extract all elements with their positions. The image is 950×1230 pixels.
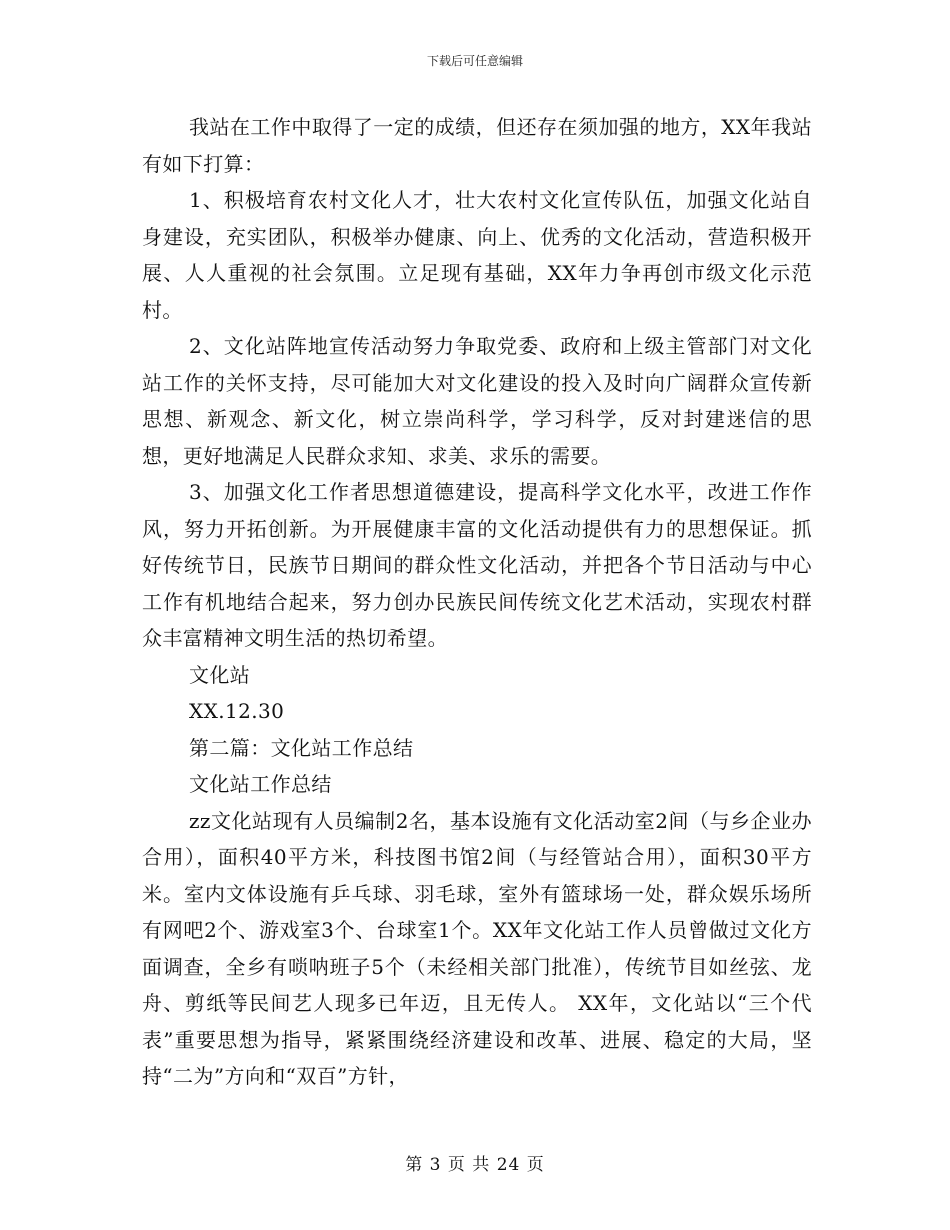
paragraph-summary: zz文化站现有人员编制2名，基本设施有文化活动室2间（与乡企业办合用），面积40平方米，科技图书馆2间（与经管站合用），面积30平方米。室内文体设施有乒乓球、羽毛球，室外有篮球场一处，群众娱乐场所有网吧2个、游戏室3个、台球室1个。XX年文化站工作人员曾做过文化方面调查，全乡有唢呐班子5个（未经相关部门批准），传统节目如丝弦、龙舟、剪纸等民间艺人现多已年迈，且无传人。 XX年，文化站以“三个代表”重要思想为指导，紧紧围绕经济建设和改革、进展、稳定的大局，坚持“二为”方向和“双百”方针， — [142, 808, 812, 1088]
section-title: 文化站工作总结 — [189, 772, 332, 796]
signature-organization: 文化站 — [189, 662, 251, 687]
paragraph-plan-1: 1、积极培育农村文化人才，壮大农村文化宣传队伍，加强文化站自身建设，充实团队，积极举办健康、向上、优秀的文化活动，营造积极开展、人人重视的社会氛围。立足现有基础，XX年力争再创市级文化示范村。 — [142, 188, 812, 322]
document-body — [142, 109, 812, 1095]
section-heading: 第二篇：文化站工作总结 — [189, 735, 414, 760]
page-footer: 第 3 页 共 24 页 — [405, 1155, 545, 1175]
paragraph-plan-3: 3、加强文化工作者思想道德建设，提高科学文化水平，改进工作作风，努力开拓创新。为开展健康丰富的文化活动提供有力的思想保证。抓好传统节日，民族节日期间的群众性文化活动，并把各个节日活动与中心工作有机地结合起来，努力创办民族民间传统文化艺术活动，实现农村群众丰富精神文明生活的热切希望。 — [142, 480, 812, 650]
paragraph-plan-2: 2、文化站阵地宣传活动努力争取党委、政府和上级主管部门对文化站工作的关怀支持，尽可能加大对文化建设的投入及时向广阔群众宣传新思想、新观念、新文化，树立崇尚科学，学习科学，反对封建迷信的思想，更好地满足人民群众求知、求美、求乐的需要。 — [142, 334, 812, 468]
page-header: 下载后可任意编辑 — [426, 54, 523, 68]
signature-date: XX.12.30 — [189, 699, 285, 723]
paragraph-plan-intro: 我站在工作中取得了一定的成绩，但还存在须加强的地方，XX年我站有如下打算： — [142, 115, 812, 176]
